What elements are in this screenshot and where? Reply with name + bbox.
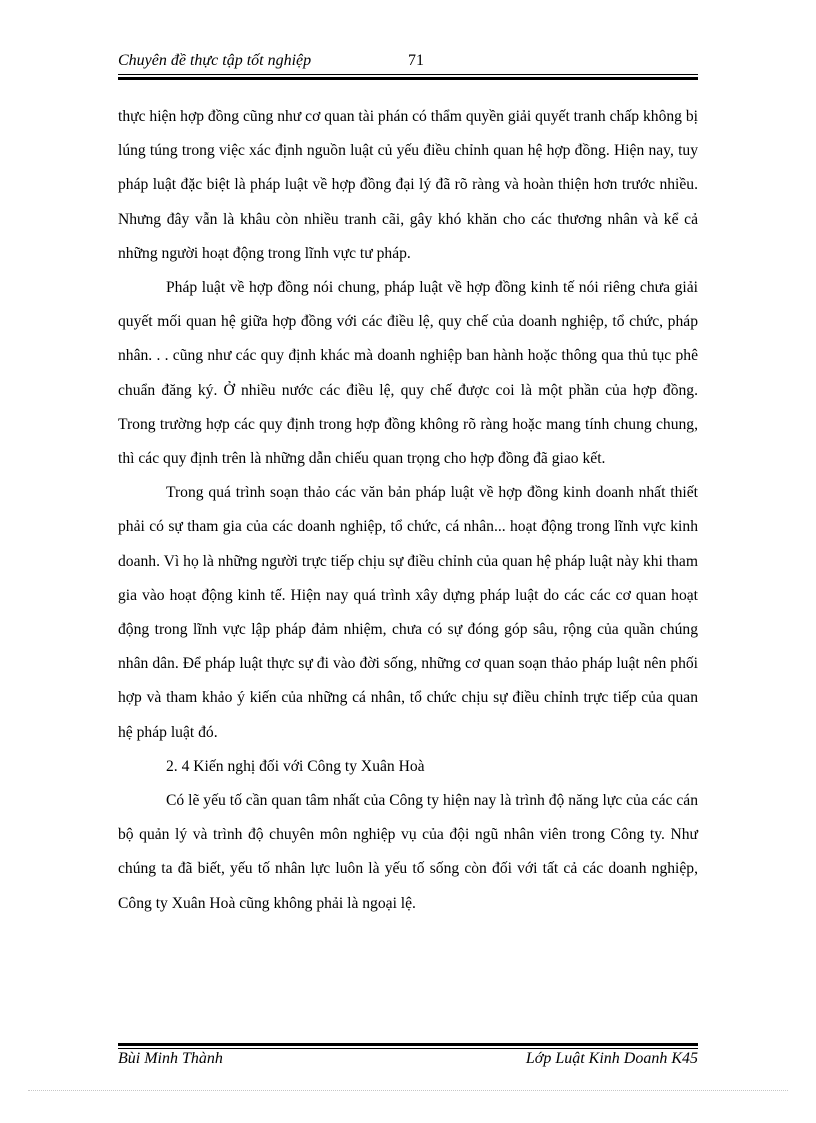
paragraph: Có lẽ yếu tố cần quan tâm nhất của Công ty hiện nay là trình độ năng lực của các cán bộ quản lý và trình độ chuyên môn nghiệp vụ của đội ngũ nhân viên trong Công ty. Như chúng ta đã biết, yếu tố nhân lực luôn là yếu tố sống còn đối với tất cả các doanh nghiệp, Công ty Xuân Hoà cũng không phải là ngoại lệ.	[118, 792, 698, 912]
header-rule-thick	[118, 77, 698, 80]
document-title: Chuyên đề thực tập tốt nghiệp	[118, 52, 312, 69]
footer-author: Bùi Minh Thành	[118, 1050, 223, 1067]
page-edge-dotted-line	[28, 1090, 788, 1091]
paragraph: Pháp luật về hợp đồng nói chung, pháp luật về hợp đồng kinh tế nói riêng chưa giải quyết mối quan hệ giữa hợp đồng với các điều lệ, quy chế của doanh nghiệp, tổ chức, pháp nhân. . . cũng như các quy định khác mà doanh nghiệp ban hành hoặc thông qua thủ tục phê chuẩn đăng ký. Ở nhiều nước các điều lệ, quy chế được coi là một phần của hợp đồng. Trong trường hợp các quy định trong hợp đồng không rõ ràng hoặc mang tính chung chung, thì các quy định trên là những dẫn chiếu quan trọng cho hợp đồng đã giao kết.	[118, 279, 698, 468]
paragraph: thực hiện hợp đồng cũng như cơ quan tài phán có thẩm quyền giải quyết tranh chấp không bị lúng túng trong việc xác định nguồn luật củ yếu điều chỉnh quan hệ hợp đồng. Hiện nay, tuy pháp luật đặc biệt là pháp luật về hợp đồng đại lý đã rõ ràng và hoàn thiện hơn trước nhiều. Nhưng đây vẫn là khâu còn nhiều tranh cãi, gây khó khăn cho các thương nhân và kể cả những người hoạt động trong lĩnh vực tư pháp.	[118, 108, 698, 262]
paragraph: Trong quá trình soạn thảo các văn bản pháp luật về hợp đồng kinh doanh nhất thiết phải có sự tham gia của các doanh nghiệp, tổ chức, cá nhân... hoạt động trong lĩnh vực kinh doanh. Vì họ là những người trực tiếp chịu sự điều chỉnh của quan hệ pháp luật này khi tham gia vào hoạt động kinh tế. Hiện nay quá trình xây dựng pháp luật do các các cơ quan hoạt động trong lĩnh vực lập pháp đảm nhiệm, chưa có sự đóng góp sâu, rộng của quần chúng nhân dân. Để pháp luật thực sự đi vào đời sống, những cơ quan soạn thảo pháp luật nên phối hợp và tham khảo ý kiến của những cá nhân, tổ chức chịu sự điều chỉnh trực tiếp của quan hệ pháp luật đó.	[118, 484, 698, 741]
footer-rule-thick	[118, 1043, 698, 1046]
page-header	[118, 52, 698, 80]
footer-rule-thin	[118, 1048, 698, 1049]
page-number: 71	[408, 52, 424, 69]
header-rule-thin	[118, 74, 698, 75]
footer-class: Lớp Luật Kinh Doanh K45	[525, 1050, 698, 1067]
section-heading: 2. 4 Kiến nghị đối với Công ty Xuân Hoà	[166, 757, 425, 775]
body-text	[118, 100, 698, 921]
page-footer	[118, 1050, 698, 1074]
